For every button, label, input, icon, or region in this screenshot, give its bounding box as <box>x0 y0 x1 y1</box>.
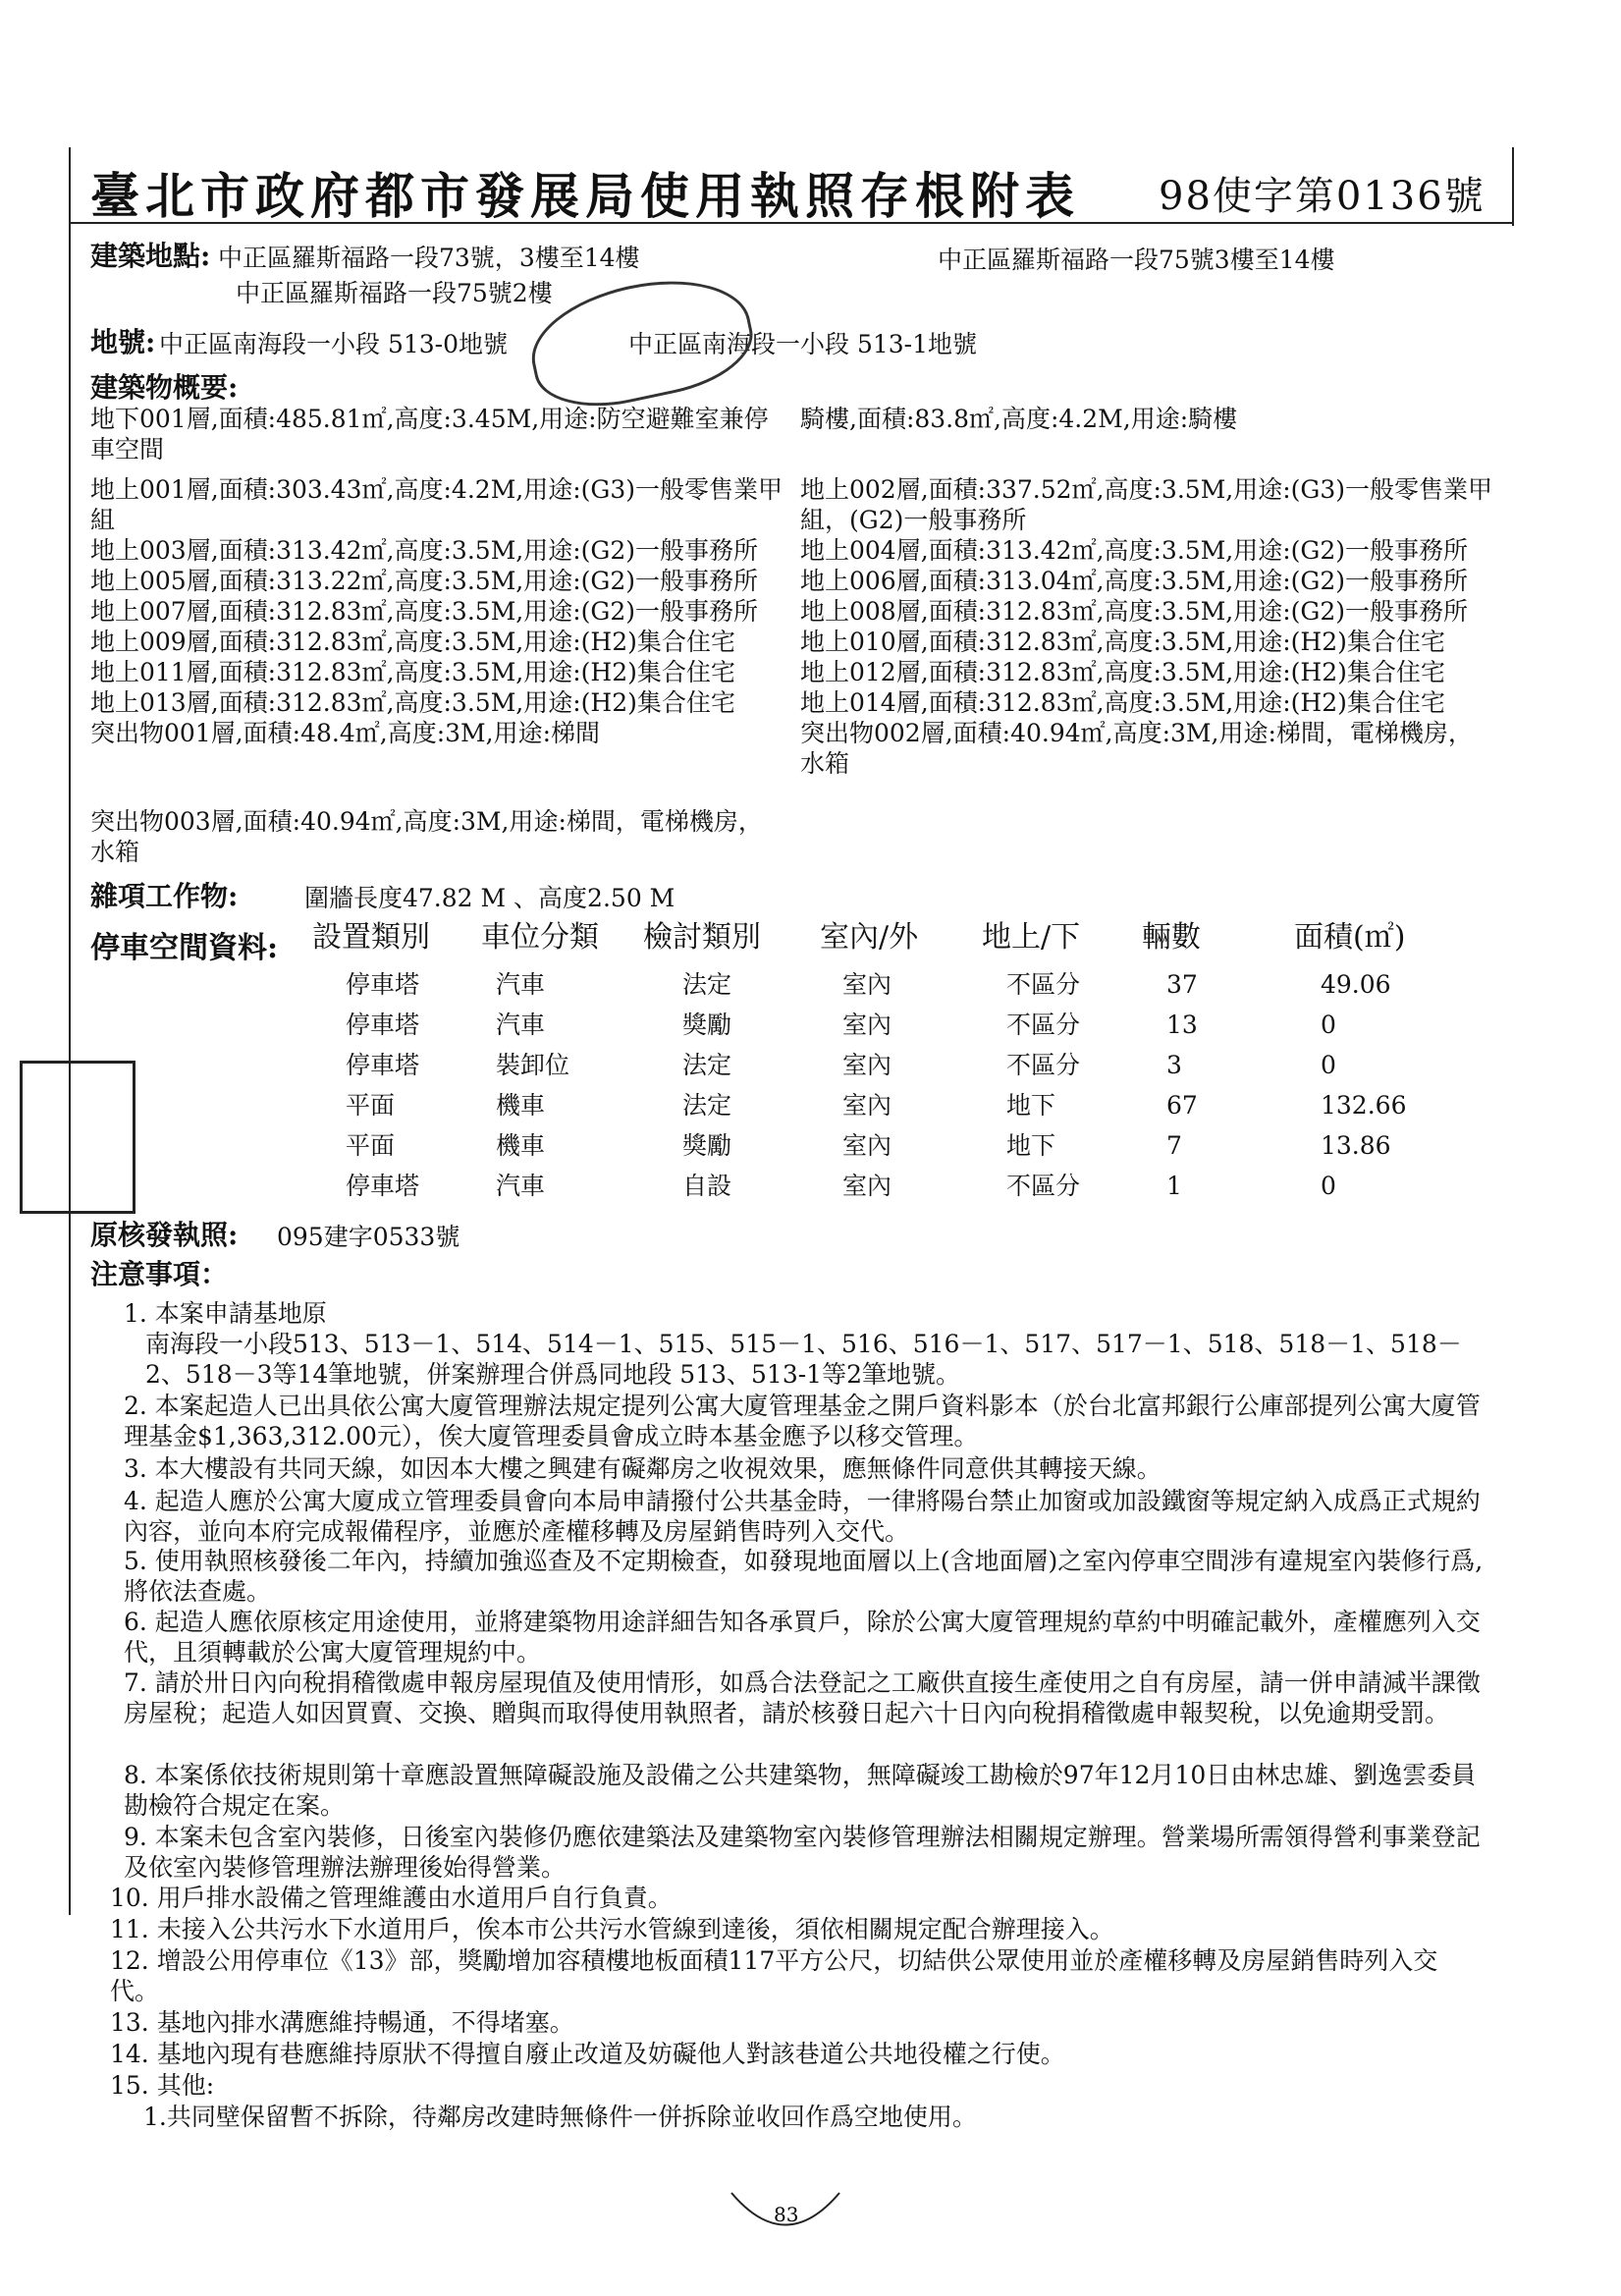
parking-cell: 停車塔 <box>346 1051 420 1079</box>
square-seal-left <box>20 1061 135 1214</box>
note-item: 13. 基地內排水溝應維持暢通，不得堵塞。 <box>110 2008 574 2037</box>
overview-left-line: 地下001層,面積:485.81㎡,高度:3.45M,用途:防空避難室兼停 <box>90 405 769 433</box>
official-seal-top <box>520 263 761 420</box>
overview-right-line: 地上006層,面積:313.04㎡,高度:3.5M,用途:(G2)一般事務所 <box>800 567 1469 595</box>
lot-label: 地號: <box>90 326 156 358</box>
parking-header-cell: 檢討類別 <box>643 920 761 955</box>
overview-left-line: 組 <box>90 506 116 534</box>
original-permit-label: 原核發執照: <box>90 1219 239 1251</box>
note-item: 12. 增設公用停車位《13》部，獎勵增加容積樓地板面積117平方公尺，切結供公眾使用並於產權移轉及房屋銷售時列入交代。 <box>110 1946 1438 2005</box>
overview-right-line: 組，(G2)一般事務所 <box>800 506 1027 534</box>
parking-cell: 平面 <box>346 1091 396 1120</box>
parking-cell: 49.06 <box>1321 970 1391 999</box>
parking-cell: 獎勵 <box>682 1131 732 1160</box>
parking-cell: 汽車 <box>496 970 546 999</box>
parking-cell: 地下 <box>1006 1091 1056 1120</box>
overview-right-line: 突出物002層,面積:40.94㎡,高度:3M,用途:梯間，電梯機房， <box>800 719 1473 747</box>
parking-cell: 0 <box>1321 1051 1336 1079</box>
permit-serial: 98使字第0136號 <box>1159 174 1486 219</box>
overview-label: 建築物概要: <box>90 371 239 404</box>
overview-left-line: 地上001層,面積:303.43㎡,高度:4.2M,用途:(G3)一般零售業甲 <box>90 475 783 504</box>
original-permit-value: 095建字0533號 <box>277 1223 460 1251</box>
overview-left-line: 地上007層,面積:312.83㎡,高度:3.5M,用途:(G2)一般事務所 <box>90 597 759 626</box>
overview-left-line: 突出物001層,面積:48.4㎡,高度:3M,用途:梯間 <box>90 719 600 747</box>
note-item: 6. 起造人應依原核定用途使用，並將建築物用途詳細告知各承買戶，除於公寓大廈管理規約草約中明確記載外，產權應列入交代，且須轉載於公寓大廈管理規約中。 <box>124 1608 1481 1667</box>
parking-label: 停車空間資料: <box>90 931 279 965</box>
frame-right-border <box>1512 147 1514 226</box>
note-item: 10. 用戶排水設備之管理維護由水道用戶自行負責。 <box>110 1884 673 1912</box>
note-item: 3. 本大樓設有共同天線，如因本大樓之興建有礙鄰房之收視效果，應無條件同意供其轉接天線。 <box>124 1454 1162 1483</box>
parking-cell: 機車 <box>496 1091 546 1120</box>
overview-right-line: 水箱 <box>800 749 850 778</box>
parking-cell: 法定 <box>682 970 732 999</box>
site-line2: 中正區羅斯福路一段75號2樓 <box>236 279 553 307</box>
parking-cell: 不區分 <box>1006 1051 1081 1079</box>
overview-right-line: 地上002層,面積:337.52㎡,高度:3.5M,用途:(G3)一般零售業甲 <box>800 475 1493 504</box>
parking-cell: 機車 <box>496 1131 546 1160</box>
overview-extra-line1: 突出物003層,面積:40.94㎡,高度:3M,用途:梯間，電梯機房， <box>90 807 763 836</box>
parking-header-cell: 設置類別 <box>312 920 430 955</box>
site-line1: 中正區羅斯福路一段73號，3樓至14樓 <box>218 244 640 272</box>
parking-cell: 不區分 <box>1006 1172 1081 1200</box>
note-item: 2. 本案起造人已出具依公寓大廈管理辦法規定提列公寓大廈管理基金之開戶資料影本（於台北富邦銀行公庫部提列公寓大廈管理基金$1,363,312.00元），俟大廈管理委員會成立時本基金應予以移交管理。 <box>124 1392 1481 1450</box>
parking-cell: 法定 <box>682 1091 732 1120</box>
overview-left-line: 地上009層,面積:312.83㎡,高度:3.5M,用途:(H2)集合住宅 <box>90 628 735 656</box>
parking-cell: 地下 <box>1006 1131 1056 1160</box>
parking-cell: 法定 <box>682 1051 732 1079</box>
misc-value: 圍牆長度47.82 M 、高度2.50 M <box>304 884 675 912</box>
note-item: 5. 使用執照核發後二年內，持續加強巡查及不定期檢查，如發現地面層以上(含地面層)之室內停車空間涉有違規室內裝修行爲,將依法查處。 <box>124 1547 1484 1606</box>
overview-right-line: 騎樓,面積:83.8㎡,高度:4.2M,用途:騎樓 <box>800 405 1238 433</box>
parking-header-cell: 室內/外 <box>820 920 919 955</box>
parking-cell: 1 <box>1166 1172 1182 1200</box>
document-title: 臺北市政府都市發展局使用執照存根附表 <box>90 167 1080 225</box>
site-label: 建築地點: <box>90 240 211 272</box>
parking-cell: 汽車 <box>496 1011 546 1039</box>
overview-right-line: 地上010層,面積:312.83㎡,高度:3.5M,用途:(H2)集合住宅 <box>800 628 1445 656</box>
parking-header-cell: 地上/下 <box>982 920 1081 955</box>
parking-cell: 不區分 <box>1006 970 1081 999</box>
overview-left-line: 地上013層,面積:312.83㎡,高度:3.5M,用途:(H2)集合住宅 <box>90 688 735 717</box>
misc-label: 雜項工作物: <box>90 880 239 912</box>
page-number-mark <box>727 2188 844 2247</box>
parking-cell: 停車塔 <box>346 1011 420 1039</box>
parking-header-cell: 車位分類 <box>481 920 599 955</box>
parking-cell: 裝卸位 <box>496 1051 570 1079</box>
parking-cell: 室內 <box>842 1131 892 1160</box>
parking-cell: 室內 <box>842 1172 892 1200</box>
parking-cell: 67 <box>1166 1091 1198 1120</box>
overview-extra-line2: 水箱 <box>90 838 140 866</box>
overview-right-line: 地上008層,面積:312.83㎡,高度:3.5M,用途:(G2)一般事務所 <box>800 597 1469 626</box>
parking-cell: 汽車 <box>496 1172 546 1200</box>
overview-left-line: 地上011層,面積:312.83㎡,高度:3.5M,用途:(H2)集合住宅 <box>90 658 735 686</box>
parking-header-cell: 輛數 <box>1142 920 1201 955</box>
overview-left-line: 地上005層,面積:313.22㎡,高度:3.5M,用途:(G2)一般事務所 <box>90 567 759 595</box>
parking-cell: 停車塔 <box>346 970 420 999</box>
lot-left: 中正區南海段一小段 513-0地號 <box>159 330 509 358</box>
note-item: 11. 未接入公共污水下水道用戶，俟本市公共污水管線到達後，須依相關規定配合辦理接入。 <box>110 1915 1114 1943</box>
parking-cell: 室內 <box>842 970 892 999</box>
parking-cell: 自設 <box>682 1172 732 1200</box>
page-number: 83 <box>774 2203 799 2226</box>
overview-right-line: 地上004層,面積:313.42㎡,高度:3.5M,用途:(G2)一般事務所 <box>800 536 1469 565</box>
overview-right-line: 地上014層,面積:312.83㎡,高度:3.5M,用途:(H2)集合住宅 <box>800 688 1445 717</box>
overview-right-line: 地上012層,面積:312.83㎡,高度:3.5M,用途:(H2)集合住宅 <box>800 658 1445 686</box>
parking-cell: 0 <box>1321 1011 1336 1039</box>
note-item: 7. 請於卅日內向稅捐稽徵處申報房屋現值及使用情形，如爲合法登記之工廠供直接生產使用之自有房屋，請一併申請減半課徵房屋稅；起造人如因買賣、交換、贈與而取得使用執照者，請於核發日起六十日內向稅捐稽徵處申報契稅，以免逾期受罰。 <box>124 1668 1481 1727</box>
parking-cell: 平面 <box>346 1131 396 1160</box>
note-item: 1.共同壁保留暫不拆除，待鄰房改建時無條件一併拆除並收回作爲空地使用。 <box>143 2103 977 2131</box>
lot-right: 中正區南海段一小段 513-1地號 <box>628 330 978 358</box>
parking-cell: 3 <box>1166 1051 1182 1079</box>
parking-cell: 13.86 <box>1321 1131 1391 1160</box>
parking-cell: 37 <box>1166 970 1198 999</box>
note-item: 南海段一小段513、513－1、514、514－1、515、515－1、516、516－1、517、517－1、518、518－1、518－2、518－3等14筆地號，併案辦理合併爲同地段 513、513-1等2筆地號。 <box>145 1330 1462 1389</box>
parking-cell: 不區分 <box>1006 1011 1081 1039</box>
frame-left-border <box>69 147 71 1915</box>
parking-cell: 0 <box>1321 1172 1336 1200</box>
site-line1-right: 中正區羅斯福路一段75號3樓至14樓 <box>938 246 1335 274</box>
parking-cell: 獎勵 <box>682 1011 732 1039</box>
note-item: 4. 起造人應於公寓大廈成立管理委員會向本局申請撥付公共基金時，一律將陽台禁止加窗或加設鐵窗等規定納入成爲正式規約內容，並向本府完成報備程序，並應於產權移轉及房屋銷售時列入交代。 <box>124 1487 1481 1546</box>
parking-cell: 13 <box>1166 1011 1198 1039</box>
parking-cell: 室內 <box>842 1051 892 1079</box>
note-item: 15. 其他: <box>110 2071 215 2100</box>
parking-header-cell: 面積(㎡) <box>1294 920 1406 955</box>
note-item: 14. 基地內現有巷應維持原狀不得擅自廢止改道及妨礙他人對該巷道公共地役權之行使。 <box>110 2040 1065 2068</box>
notes-label: 注意事項： <box>90 1258 229 1290</box>
parking-cell: 室內 <box>842 1011 892 1039</box>
note-item: 8. 本案係依技術規則第十章應設置無障礙設施及設備之公共建築物，無障礙竣工勘檢於97年12月10日由林忠雄、劉逸雲委員勘檢符合規定在案。 <box>124 1761 1477 1820</box>
note-item: 1. 本案申請基地原 <box>124 1299 327 1328</box>
parking-cell: 132.66 <box>1321 1091 1407 1120</box>
parking-cell: 室內 <box>842 1091 892 1120</box>
parking-cell: 停車塔 <box>346 1172 420 1200</box>
overview-left-line: 車空間 <box>90 435 165 464</box>
overview-left-line: 地上003層,面積:313.42㎡,高度:3.5M,用途:(G2)一般事務所 <box>90 536 759 565</box>
parking-cell: 7 <box>1166 1131 1182 1160</box>
note-item: 9. 本案未包含室內裝修，日後室內裝修仍應依建築法及建築物室內裝修管理辦法相關規定辦理。營業場所需領得營利事業登記及依室內裝修管理辦法辦理後始得營業。 <box>124 1823 1481 1882</box>
